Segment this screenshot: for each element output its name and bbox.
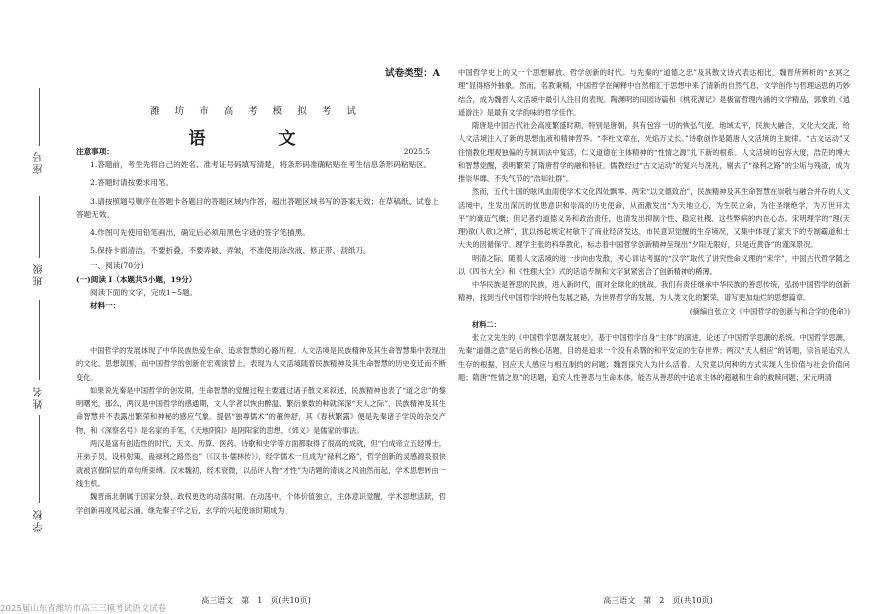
note-4: 4.作图可先使用铅笔画出，确定后必须用黑色字迹的签字笔描黑。 <box>90 228 310 238</box>
note-3: 3.请按照题号顺序在答题卡各题目的答题区域内作答，超出答题区域书写的答案无效；在草稿纸、试卷上答题无效。 <box>76 196 439 219</box>
notes-title: 注意事项： <box>76 147 114 156</box>
page-2 <box>458 0 858 614</box>
class-line <box>39 196 40 258</box>
p2-paragraph-3: 然而，五代十国的眩风血雨使学术文化四处飘零。两宋“以文德致治”，民族精神及其生命智慧在崇敬与融合并存的人文活境中，生发出深沉的忧患意识和崇高的历史使命，从而激发出“为天地立心，为生民立命，为往圣继绝学，为万世开太平”的豪迈气概；但记者约道德义务和政治责任，也清发出抑制个性、稳定社稷、这些弊病的内在心态。宋明理学的“理(天理)欲(人欲)之辨”，犹以扬起规定衬敏下了商业经济发达、市民意识觉醒的生存境况，又集中体现了家天下的专制霸道和士大夫的因循保守。理学主张的科举教化，标志着中国哲学创新精神呈现出“夕阳无限好，只是近黄昏”的谨深景况。 <box>458 187 850 250</box>
p2-paragraph-4: 明清之际，随着人文活境的进一步向由发散，考心训诂考据的“汉学”取代了讲究性命义理的“宋学”，中国古代哲学随之以《四书大全》和《性理大全》式的话语专制和文字狱紧密合了创新精神的稀薄。 <box>458 253 850 276</box>
note-5: 5.保持卡面清洁，不要折叠，不要弄破、弄皱，不准使用涂改液、修正带、刮纸刀。 <box>90 246 371 256</box>
subject-title: 语 文 <box>188 129 324 149</box>
name-line <box>39 300 40 380</box>
note-1: 1.答题前，考生先将自己的姓名、准考证号码填写清楚，将条形码准确粘贴在考生信息条形码粘贴区。 <box>90 160 432 170</box>
p1-paragraph-3: 两汉是富有创造性的时代，天文、历算、医药、诗歌和史学等方面都取得了很高的成就，但“白成帝立五经博士，开弟子员，设科射策，蛊禄利之路然也”（《汉书·儒林传》），经学儒术一旦成为“禄利之路”，哲学创新的灵感源泉很快就被官僚阶层的章句所束缚。汉末魏初，经术衰微，以品评人物“才性”为话题的清谈之风油然而起，学术思想转由一线生机。 <box>76 439 446 488</box>
school-line <box>39 415 40 503</box>
page-2-footer: 高三语文 第 2 页(共10页) <box>603 596 713 605</box>
seat-line <box>39 88 40 146</box>
p2-paragraph-5: 中华民族是善思的民族，进入新时代，面对全球化的挑战，我们有责任继承中华民族的善思传统，弘扬中国哲学的创新精神，找到当代中国哲学的特色发展之路，为世界哲学的发展，为人类文化的繁荣，谱写更加灿烂的思想篇章。 <box>458 280 850 303</box>
source-citation: (摘编自张立文《中国哲学的创新与和合学的使命》) <box>689 306 850 316</box>
p1-paragraph-1: 中国哲学的发展体现了中华民族热爱生命、追求智慧的心路历程。人文活境是民族精神及其生命智慧集中表现出的文化、思想氛围，而中国哲学的创新在宏观演替上，表现为人文活境随着民族精神及其生命智慧的历史变迁而不断变化。 <box>76 346 446 382</box>
page-1 <box>62 0 450 614</box>
watermark-caption: 2025届山东省潍坊市高三三模考试语文试卷 <box>0 604 167 614</box>
page2-body <box>458 66 850 384</box>
p1-paragraph-2: 如果说先秦是中国哲学的创发期，生命智慧的觉醒过程主要通过诸子散文来叙述，民族精神也表了“道之忠”的黎明曙光，那么，两汉是中国哲学的感通期，文人学者以恢由醉温、繁衍象数的种就深深“天人之际”，民族精神及其生命智慧并不表露出繁荣和神秘的感应气象。提倡“独尊儒术”的董仲舒，其《春秋繁露》便是先秦诸子学说的杂交产物，和《深察名号》是名家的手笔，《天地阴阳》是阴阳家的思想，《郊义》是儒家的事法。 <box>76 385 446 435</box>
seat-label: 座号 <box>34 150 45 174</box>
school-label: 学校 <box>34 508 45 532</box>
paper-type: 试卷类型：A <box>385 68 440 79</box>
p2-paragraph-1: 中国哲学史上的又一个思想解放、哲学创新的时代。与先秦的“道德之忠”及其散文诗式表达相比，魏晋所辨析的“玄冥之理”显得格外抽象。然而，名教秉精，中国哲学在阐释中自然相汇于思想中来了清新的自然气息，文学创作与哲理运思的巧妙结合，成为魏晋人文活境中最引人注目的表现。陶渊明的田园诗篇和《桃花源记》是极富哲理内涵的文学精品，郭象的《逍遥游注》是最有文学韵味的哲学佳作。 <box>458 68 850 117</box>
section-heading: 一、阅读(70分) <box>90 261 144 271</box>
exam-name: 潍 坊 市 高 考 模 拟 考 试 <box>150 106 362 117</box>
reading-instruction: 阅读下面的文字，完成1~5题。 <box>90 287 198 297</box>
p1-paragraph-4: 魏晋南北朝属于国家分裂、政权更迭的动荡时期。在动荡中，个体价值独立，主体意识觉醒，学术思想活跃，哲学创新再度风起云涌。继先秦子学之后，玄学的兴起使该时期成为 <box>76 492 446 515</box>
subsection-heading: (一)阅读 I（本题共5小题，19分） <box>76 274 197 284</box>
material-1-label: 材料一： <box>90 301 121 311</box>
page-1-footer: 高三语文 第 1 页(共10页) <box>201 596 311 605</box>
p2-paragraph-2: 隋唐是中国古代社会高度繁盛时期，特别是唐朝，具有包容一切的恢弘气度。地域太平，民族大融合，文化大交流，给人文活境注入了新的思想血液和精神营养。“李杜文章在，光焰万丈长。”诗歌创作是随唐人文活境的主旋律。“古文运动”又往情教化理观独偏的专制训法中复活，仁义道德在主体精神的“性情之源”扎下新的根系。人文活境的包容大度，浩茫的博大和智慧觉醒，表明繁荣了隋唐哲学的融和特征。儒教经过“古文运动”的复兴与洗礼，剔去了“禄利之路”的尘垢与残渣，成为推崇华靡、不失气节的“浩知社群”。 <box>458 121 850 183</box>
material-2-label: 材料二： <box>472 319 501 329</box>
exam-date: 2025.5 <box>403 147 430 156</box>
name-label: 姓名 <box>34 385 45 409</box>
p2-material2-paragraph: 张立文先生的《中国哲学思潮发展史》，基于中国哲学自身“主体”的演进，论述了中国哲学思潮的系统。中国哲学思潮，先秦“道德之意”是后的核心话题，目的是追求一个没有杀戮的和平安定的生存世界；两汉“天人相应”的话题，宗旨是追究人生存的根据，回应天人感应与相互制约的问题；魏晋探究人为什么活着、人究竟以何种的方式实现人生价值与社会价值问题；隋唐“性情之原”的话题，追究人性善恶与生命本体，能否从善恶的中追求主体的超越和生命的救赎问题；宋元明清 <box>458 333 850 382</box>
note-2: 2.答题时请按要求用笔。 <box>90 178 174 188</box>
page1-body <box>76 344 446 517</box>
notes-block <box>76 145 446 312</box>
class-label: 班级 <box>34 262 45 286</box>
